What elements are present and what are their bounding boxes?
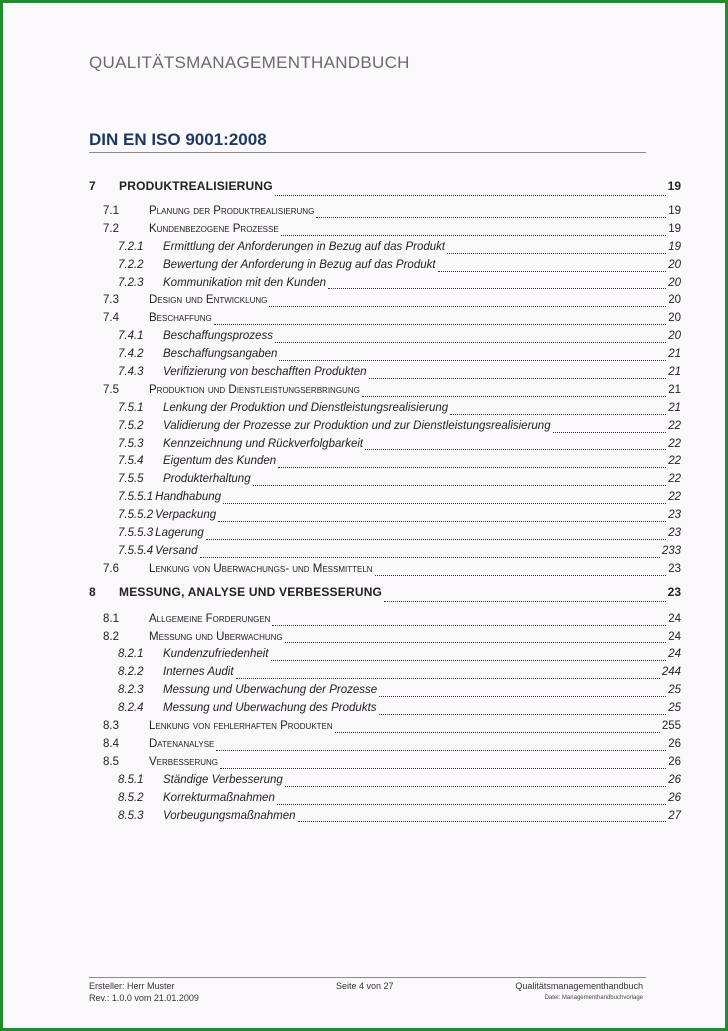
- toc-entry-page: 22: [668, 491, 681, 504]
- toc-leader-dots: [214, 324, 666, 325]
- footer-file: Datei: Managementhandbuchvorlage: [544, 995, 643, 1001]
- toc-entry-number: 8.3: [103, 720, 119, 733]
- toc-entry-page: 22: [668, 473, 681, 486]
- toc-leader-dots: [279, 360, 666, 361]
- toc-leader-dots: [200, 557, 660, 558]
- toc-entry[interactable]: [89, 420, 681, 438]
- toc-entry-number: 7.4: [103, 312, 119, 325]
- toc-entry-number: 8: [89, 584, 96, 599]
- toc-entry[interactable]: [89, 473, 681, 491]
- toc-leader-dots: [253, 485, 667, 486]
- toc-entry[interactable]: [89, 330, 681, 348]
- footer-revision: Rev.: 1.0.0 vom 21.01.2009: [89, 993, 199, 1003]
- toc-entry-title: Lenkung von Überwachungs- und Messmitteln: [149, 562, 373, 575]
- toc-leader-dots: [553, 432, 667, 433]
- toc-entry-number: 8.5.2: [118, 791, 144, 804]
- footer-page-info: Seite 4 von 27: [336, 981, 394, 991]
- toc-leader-dots: [362, 396, 666, 397]
- toc-entry[interactable]: [89, 666, 681, 684]
- toc-entry-title: Bewertung der Anforderung in Bezug auf das Produkt: [163, 258, 436, 271]
- toc-entry-title: Versand: [155, 544, 198, 557]
- toc-entry-page: 255: [661, 720, 681, 733]
- toc-entry-title: Kundenzufriedenheit: [163, 648, 269, 661]
- toc-leader-dots: [236, 678, 660, 679]
- toc-entry[interactable]: [89, 738, 681, 756]
- toc-leader-dots: [369, 378, 667, 379]
- toc-leader-dots: [450, 414, 666, 415]
- toc-leader-dots: [285, 786, 666, 787]
- footer-author: Ersteller: Herr Muster: [89, 981, 175, 991]
- toc-leader-dots: [281, 235, 667, 236]
- toc-leader-dots: [271, 660, 667, 661]
- toc-entry-number: 8.5: [103, 755, 119, 768]
- toc-leader-dots: [365, 449, 666, 450]
- toc-leader-dots: [275, 342, 666, 343]
- toc-leader-dots: [278, 467, 666, 468]
- toc-entry[interactable]: [89, 774, 681, 792]
- toc-entry-page: 26: [668, 773, 681, 786]
- toc-entry-title: Kundenbezogene Prozesse: [149, 222, 279, 235]
- toc-entry-number: 8.2.3: [118, 684, 144, 697]
- toc-entry-page: 24: [668, 648, 681, 661]
- toc-entry-page: 19: [668, 222, 681, 235]
- toc-entry-title: Messung und Überwachung: [149, 630, 283, 643]
- toc-entry[interactable]: [89, 613, 681, 631]
- toc-entry-number: 8.2.1: [118, 648, 144, 661]
- toc-entry-page: 22: [668, 419, 681, 432]
- toc-entry-page: 20: [668, 276, 681, 289]
- toc-entry-number: 7.2.3: [118, 276, 144, 289]
- toc-entry-number: 7.5.2: [118, 419, 144, 432]
- toc-entry-title: Design und Entwicklung: [149, 294, 268, 307]
- toc-leader-dots: [216, 750, 666, 751]
- toc-entry[interactable]: [89, 563, 681, 581]
- toc-entry-title: Produktion und Dienstleistungserbringung: [149, 383, 360, 396]
- toc-entry-page: 19: [667, 179, 681, 193]
- toc-entry-page: 21: [668, 366, 681, 379]
- toc-entry-title: Internes Audit: [163, 666, 234, 679]
- toc-entry[interactable]: [89, 348, 681, 366]
- toc-entry[interactable]: [89, 491, 681, 509]
- toc-entry-page: 23: [668, 562, 681, 575]
- toc-entry[interactable]: [89, 585, 681, 607]
- toc-entry-title: Ermittlung der Anforderungen in Bezug auf das Produkt: [163, 240, 446, 253]
- toc-entry-title: MESSUNG, ANALYSE UND VERBESSERUNG: [119, 584, 383, 599]
- toc-leader-dots: [218, 521, 666, 522]
- toc-entry-page: 25: [668, 684, 681, 697]
- toc-entry-title: Produkterhaltung: [163, 473, 251, 486]
- toc-entry-number: 8.2: [103, 630, 119, 643]
- toc-entry[interactable]: [89, 527, 681, 545]
- toc-entry-title: Beschaffungsprozess: [163, 330, 273, 343]
- toc-entry-page: 23: [668, 509, 681, 522]
- toc-entry[interactable]: [89, 702, 681, 720]
- toc-entry-title: Planung der Produktrealisierung: [149, 205, 315, 217]
- toc-entry-number: 7.2: [103, 222, 119, 235]
- toc-entry-number: 8.4: [103, 737, 119, 750]
- toc-entry-page: 20: [668, 258, 681, 271]
- toc-entry[interactable]: [89, 631, 681, 649]
- toc-entry-page: 23: [668, 527, 681, 540]
- document-title: DIN EN ISO 9001:2008: [89, 130, 267, 149]
- toc-leader-dots: [447, 253, 666, 254]
- toc-leader-dots: [220, 768, 666, 769]
- toc-leader-dots: [285, 642, 667, 643]
- toc-leader-dots: [438, 271, 667, 272]
- toc-entry-number: 7.3: [103, 294, 119, 307]
- toc-entry[interactable]: [89, 756, 681, 774]
- header-title: QUALITÄTSMANAGEMENTHANDBUCH: [89, 53, 410, 72]
- toc-entry-number: 7.5.1: [118, 401, 144, 414]
- toc-entry[interactable]: [89, 720, 681, 738]
- toc-entry-page: 20: [668, 312, 681, 325]
- toc-leader-dots: [298, 821, 667, 822]
- toc-entry-page: 24: [668, 612, 681, 625]
- toc-leader-dots: [375, 575, 667, 576]
- toc-entry-title: Datenanalyse: [149, 737, 215, 750]
- toc-entry-title: PRODUKTREALISIERUNG: [119, 179, 273, 193]
- toc-entry[interactable]: [89, 684, 681, 702]
- toc-entry-number: 7.5.4: [118, 455, 144, 468]
- toc-entry-title: Kennzeichnung und Rückverfolgbarkeit: [163, 437, 364, 450]
- toc-entry-number: 7.5.5.4: [118, 544, 154, 557]
- toc-entry-page: 19: [668, 240, 681, 253]
- toc-entry-title: Messung und Überwachung der Prozesse: [163, 684, 378, 697]
- toc-entry-title: Vorbeugungsmaßnahmen: [163, 809, 296, 822]
- toc-leader-dots: [269, 306, 666, 307]
- toc-entry-page: 25: [668, 702, 681, 715]
- toc-entry-page: 26: [668, 737, 681, 750]
- toc-entry-page: 27: [668, 809, 681, 822]
- toc-leader-dots: [272, 625, 666, 626]
- toc-entry[interactable]: [89, 294, 681, 312]
- toc-entry-page: 21: [668, 348, 681, 361]
- toc-entry-number: 8.2.4: [118, 702, 144, 715]
- toc-entry-number: 7.2.2: [118, 258, 144, 271]
- toc-entry-number: 7.5.5.2: [118, 509, 154, 522]
- toc-entry-page: 20: [668, 294, 681, 307]
- toc-entry-number: 7.4.1: [118, 330, 144, 343]
- toc-entry[interactable]: [89, 205, 681, 223]
- toc-entry-number: 7.4.3: [118, 366, 144, 379]
- toc-entry-number: 7: [89, 179, 96, 193]
- toc-entry-title: Messung und Überwachung des Produkts: [163, 702, 377, 715]
- toc-entry-title: Eigentum des Kunden: [163, 455, 277, 468]
- toc-entry-number: 7.5.3: [118, 437, 144, 450]
- toc-entry-title: Verpackung: [155, 509, 217, 522]
- toc-leader-dots: [335, 732, 660, 733]
- toc-entry-number: 7.5.5: [118, 473, 144, 486]
- toc-entry-title: Validierung der Prozesse zur Produktion und zur Dienstleistungsrealisierung: [163, 419, 551, 432]
- toc-entry[interactable]: [89, 312, 681, 330]
- toc-entry-page: 26: [668, 791, 681, 804]
- toc-entry-title: Handhabung: [155, 491, 222, 504]
- toc-entry[interactable]: [89, 179, 681, 201]
- toc-entry[interactable]: [89, 241, 681, 259]
- table-of-contents: [89, 179, 681, 827]
- toc-entry-page: 19: [668, 205, 681, 217]
- toc-entry-number: 8.2.2: [118, 666, 144, 679]
- toc-entry-number: 7.4.2: [118, 348, 144, 361]
- toc-entry-number: 7.6: [103, 562, 119, 575]
- toc-entry[interactable]: [89, 402, 681, 420]
- toc-entry[interactable]: [89, 384, 681, 402]
- toc-entry-page: 21: [668, 401, 681, 414]
- toc-entry-title: Lenkung von fehlerhaften Produkten: [149, 720, 333, 733]
- toc-entry[interactable]: [89, 366, 681, 384]
- toc-entry[interactable]: [89, 438, 681, 456]
- toc-entry-number: 7.2.1: [118, 240, 144, 253]
- toc-entry[interactable]: [89, 509, 681, 527]
- toc-entry[interactable]: [89, 259, 681, 277]
- toc-entry-number: 8.5.1: [118, 773, 144, 786]
- toc-entry-number: 7.5: [103, 383, 119, 396]
- toc-entry-title: Korrekturmaßnahmen: [163, 791, 275, 804]
- toc-leader-dots: [277, 804, 666, 805]
- toc-leader-dots: [316, 217, 666, 218]
- toc-entry-page: 24: [668, 630, 681, 643]
- toc-leader-dots: [275, 195, 666, 196]
- toc-entry-title: Verbesserung: [149, 755, 219, 768]
- toc-entry-title: Allgemeine Forderungen: [149, 612, 271, 625]
- toc-leader-dots: [379, 714, 667, 715]
- toc-entry-page: 244: [661, 666, 681, 679]
- toc-entry-title: Beschaffung: [149, 312, 212, 325]
- toc-entry-title: Lagerung: [155, 527, 204, 540]
- footer-divider: [89, 977, 646, 978]
- toc-leader-dots: [206, 539, 666, 540]
- toc-leader-dots: [379, 696, 666, 697]
- toc-entry-page: 233: [661, 544, 681, 557]
- toc-entry-page: 23: [667, 584, 681, 599]
- toc-entry[interactable]: [89, 545, 681, 563]
- toc-entry-title: Kommunikation mit den Kunden: [163, 276, 327, 289]
- toc-entry-title: Beschaffungsangaben: [163, 348, 278, 361]
- toc-entry-number: 8.1: [103, 612, 119, 625]
- toc-entry[interactable]: [89, 810, 681, 828]
- toc-entry[interactable]: [89, 223, 681, 241]
- title-divider: [89, 152, 646, 153]
- toc-leader-dots: [223, 503, 666, 504]
- toc-entry[interactable]: [89, 455, 681, 473]
- toc-entry-title: Lenkung der Produktion und Dienstleistungsrealisierung: [163, 401, 449, 414]
- toc-entry-number: 8.5.3: [118, 809, 144, 822]
- toc-entry-number: 7.5.5.3: [118, 527, 154, 540]
- toc-entry[interactable]: [89, 648, 681, 666]
- toc-entry-title: Verifizierung von beschafften Produkten: [163, 366, 367, 379]
- toc-entry-page: 22: [668, 455, 681, 468]
- toc-entry-page: 21: [668, 383, 681, 396]
- toc-entry-page: 22: [668, 437, 681, 450]
- toc-entry[interactable]: [89, 792, 681, 810]
- toc-entry-page: 20: [668, 330, 681, 343]
- toc-entry-number: 7.1: [103, 205, 119, 217]
- toc-leader-dots: [328, 288, 666, 289]
- toc-entry[interactable]: [89, 277, 681, 295]
- toc-leader-dots: [384, 601, 666, 602]
- toc-entry-number: 7.5.5.1: [118, 491, 154, 504]
- toc-entry-title: Ständige Verbesserung: [163, 773, 283, 786]
- toc-entry-page: 26: [668, 755, 681, 768]
- footer-doc-name: Qualitätsmanagementhandbuch: [515, 981, 643, 991]
